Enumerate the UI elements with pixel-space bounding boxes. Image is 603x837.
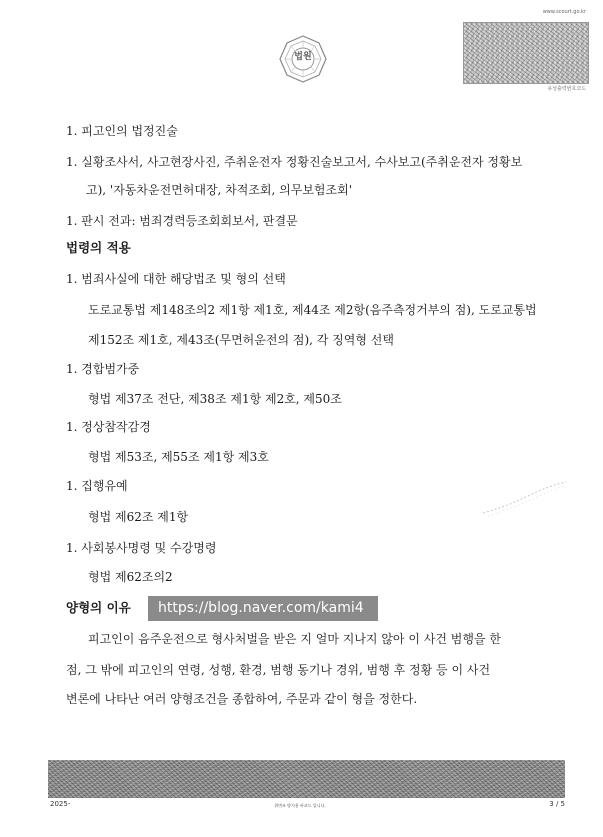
barcode-band [48, 760, 565, 798]
law-item-2-body: 형법 제37조 전단, 제38조 제1항 제2호, 제50조 [88, 392, 342, 406]
law-item-1-body-cont: 제152조 제1호, 제43조(무면허운전의 점), 각 징역형 선택 [88, 333, 394, 347]
evidence-item-2-cont: 고), '자동차운전면허대장, 차적조회, 의무보험조회' [86, 183, 353, 197]
footer-barcode-note: 위변조 방지용 바코드 입니다. [274, 803, 326, 808]
law-item-4: 1. 집행유예 [66, 479, 128, 493]
law-item-2: 1. 경합범가중 [66, 362, 140, 376]
court-url: www.scourt.go.kr [542, 9, 586, 15]
law-item-3: 1. 정상참작감경 [66, 420, 151, 434]
law-item-4-body: 형법 제62조 제1항 [88, 510, 189, 524]
court-seal-icon [278, 34, 328, 84]
section-heading-sentencing: 양형의 이유 [66, 600, 131, 615]
section-heading-law: 법령의 적용 [66, 240, 131, 255]
qr-caption: 유성출력번호코드 [547, 86, 586, 92]
blog-watermark: https://blog.naver.com/kami4 [148, 596, 378, 621]
law-item-5-body: 형법 제62조의2 [88, 570, 173, 584]
evidence-item-2: 1. 실황조사서, 사고현장사진, 주취운전자 정황진술보고서, 수사보고(주취운전자 정황보 [66, 155, 523, 169]
sentencing-reason-line-1: 피고인이 음주운전으로 형사처벌을 받은 지 얼마 지나지 않아 이 사건 범행을 한 [88, 632, 501, 646]
law-item-3-body: 형법 제53조, 제55조 제1항 제3호 [88, 450, 269, 464]
sentencing-reason-line-3: 변론에 나타난 여러 양형조건을 종합하여, 주문과 같이 형을 정한다. [66, 692, 418, 706]
evidence-item-3: 1. 판시 전과: 범죄경력등조회회보서, 판결문 [66, 214, 298, 228]
qr-code [463, 22, 589, 84]
sentencing-reason-line-2: 점, 그 밖에 피고인의 연령, 성행, 환경, 범행 동기나 경위, 범행 후 정황 등 이 사건 [66, 663, 491, 677]
seal-text: 법원 [294, 52, 312, 62]
page-number: 3 / 5 [549, 800, 565, 808]
footer-case-number: 2025- [50, 800, 71, 808]
scan-mark-icon [478, 478, 568, 518]
law-item-1: 1. 범죄사실에 대한 해당법조 및 형의 선택 [66, 272, 286, 286]
law-item-5: 1. 사회봉사명령 및 수강명령 [66, 541, 217, 555]
evidence-item-1: 1. 피고인의 법정진술 [66, 124, 178, 138]
law-item-1-body: 도로교통법 제148조의2 제1항 제1호, 제44조 제2항(음주측정거부의 점), 도로교통법 [88, 303, 537, 317]
